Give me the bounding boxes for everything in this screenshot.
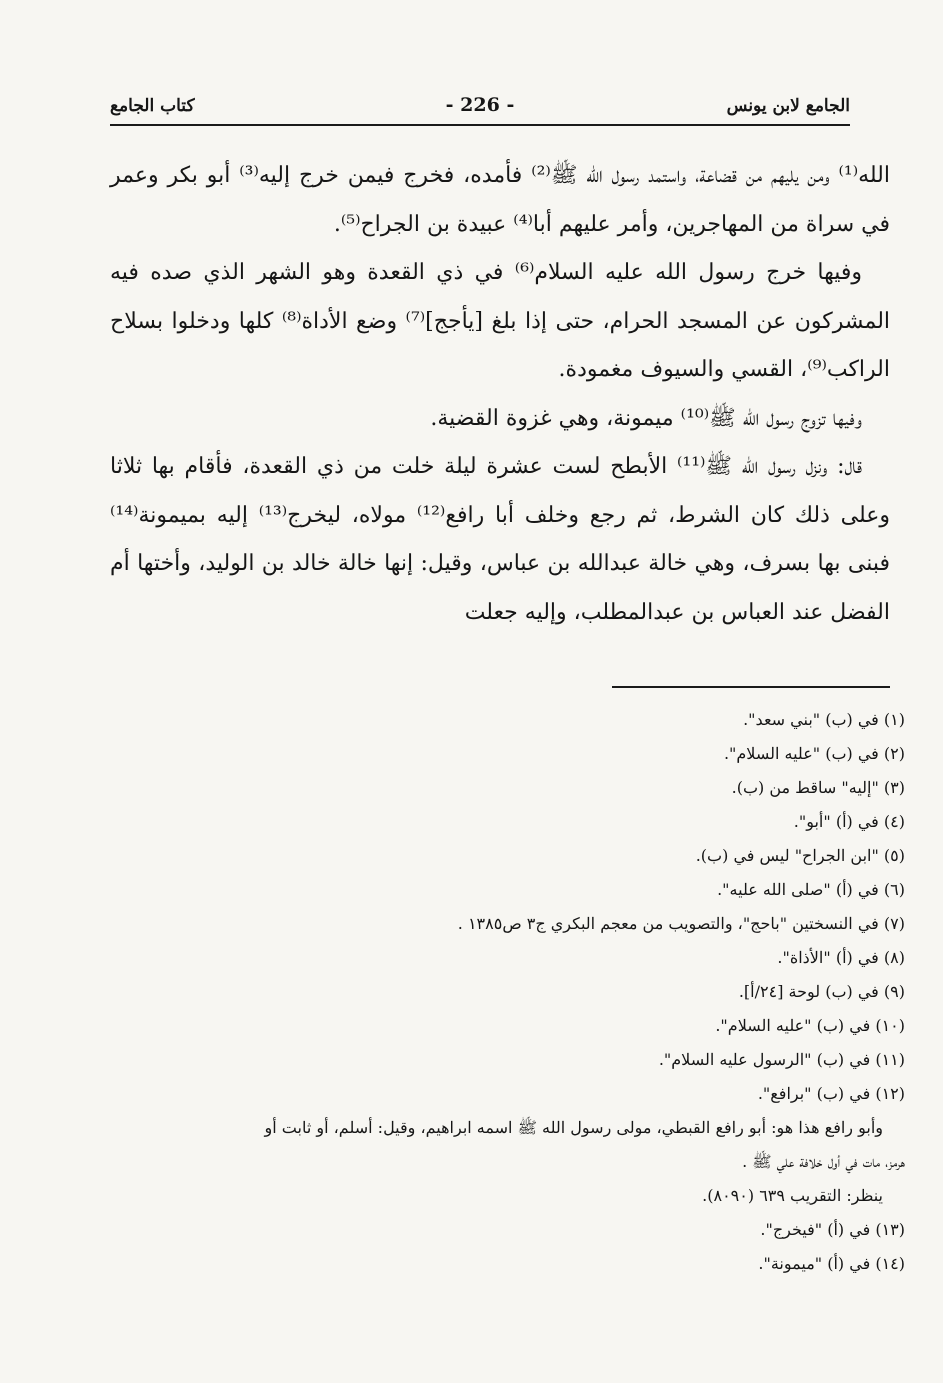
- footnote: (١٠) في (ب) "عليه السلام".: [715, 1016, 905, 1035]
- footnote: (٧) في النسختين "باحج"، والتصويب من معجم البكري ج٣ ص١٣٨٥ .: [457, 914, 905, 933]
- footnote-note-line: وأبو رافع هذا هو: أبو رافع القبطي، مولى رسول الله ﷺ اسمه ابراهيم، وقيل: أسلم، أو ثابت أو: [264, 1118, 883, 1137]
- page-number: - 226 -: [445, 94, 515, 116]
- book-title: الجامع لابن يونس: [726, 96, 850, 116]
- footnote-note-line: هرمز، مات في أول خلافة علي ﷺ .: [742, 1152, 905, 1171]
- footnotes: [110, 703, 905, 1281]
- paragraph: الله⁽¹⁾ ومن يليهم من قضاعة، واستمد رسول الله ﷺ⁽²⁾ فأمده، فخرج فيمن خرج إليه⁽³⁾ أبو بكر وعمر في سراة من المهاجرين، وأمر عليهم أبا⁽⁴⁾ عبيدة بن الجراح⁽⁵⁾.: [110, 163, 890, 237]
- paragraph: قال: ونزل رسول الله ﷺ⁽¹¹⁾ الأبطح لست عشرة ليلة خلت من ذي القعدة، فأقام بها ثلاثا وعلى ذلك كان الشرط، ثم رجع وخلف أبا رافع⁽¹²⁾ مولاه، ليخرج⁽¹³⁾ إليه بميمونة⁽¹⁴⁾ فبنى بها بسرف، وهي خالة عبدالله بن عباس، وقيل: إنها خالة خالد بن الوليد، وأختها أم الفضل عند العباس بن عبدالمطلب، وإليه جعلت: [110, 454, 891, 625]
- footnote: (٩) في (ب) لوحة [٢٤/أ].: [738, 982, 905, 1001]
- footnote: (١٤) في (أ) "ميمونة".: [758, 1254, 905, 1273]
- footnote-separator: [612, 686, 890, 688]
- footnote: (١٢) في (ب) "برافع".: [757, 1084, 905, 1103]
- header-rule: [110, 124, 850, 126]
- running-header: [110, 94, 850, 124]
- footnote: (٤) في (أ) "أبو".: [793, 812, 905, 831]
- section-title: كتاب الجامع: [110, 96, 195, 116]
- footnote: (٨) في (أ) "الأذاة".: [777, 948, 905, 967]
- paragraph: وفيها تزوج رسول الله ﷺ⁽¹⁰⁾ ميمونة، وهي غزوة القضية.: [430, 405, 862, 431]
- footnote: (٦) في (أ) "صلى الله عليه".: [717, 880, 905, 899]
- footnote: (٥) "ابن الجراح" ليس في (ب).: [695, 846, 905, 865]
- footnote: (١) في (ب) "بني سعد".: [743, 710, 905, 729]
- footnote: (١١) في (ب) "الرسول عليه السلام".: [658, 1050, 905, 1069]
- paragraph: وفيها خرج رسول الله عليه السلام⁽⁶⁾ في ذي القعدة وهو الشهر الذي صده فيه المشركون عن المسجد الحرام، حتى إذا بلغ [يأجج]⁽⁷⁾ وضع الأداة⁽⁸⁾ كلها ودخلوا بسلاح الراكب⁽⁹⁾، القسي والسيوف مغمودة.: [110, 260, 891, 382]
- footnote: (٣) "إليه" ساقط من (ب).: [731, 778, 905, 797]
- footnote: (٢) في (ب) "عليه السلام".: [723, 744, 905, 763]
- main-text: [110, 152, 890, 637]
- footnote: (١٣) في (أ) "فيخرج".: [760, 1220, 905, 1239]
- footnote-note-line: ينظر: التقريب ٦٣٩ (٨٠٩٠).: [702, 1186, 883, 1205]
